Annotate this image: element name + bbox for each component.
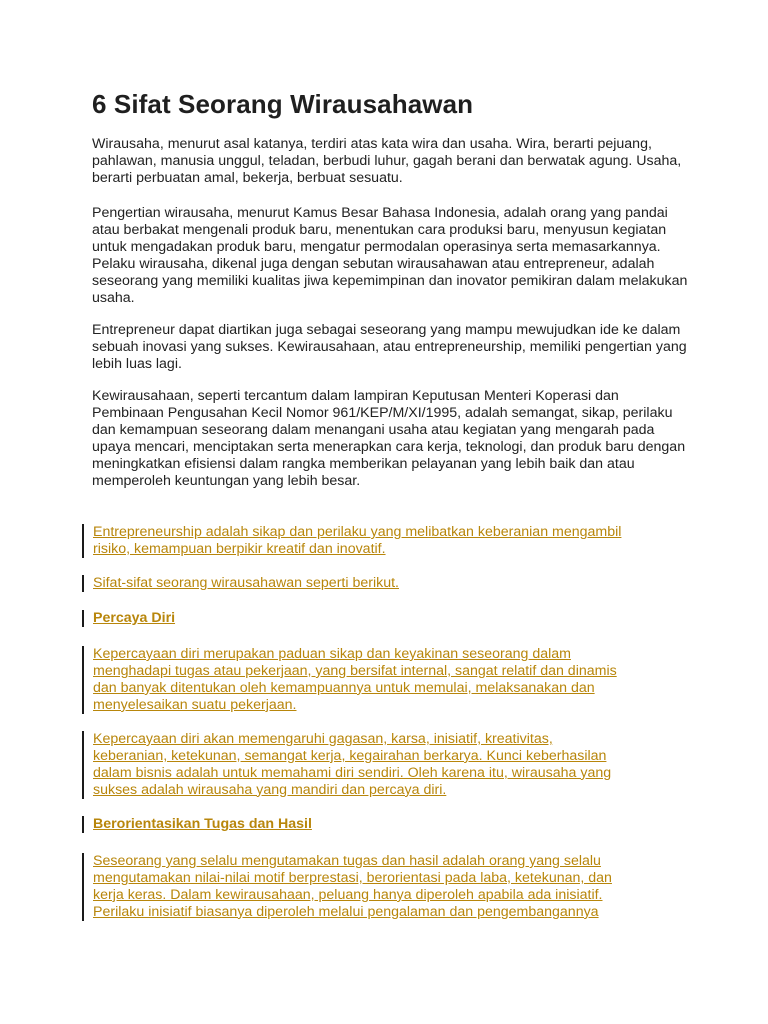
quote-block-tugas-hasil: [82, 853, 713, 921]
link-kepercayaan-diri-pengaruh[interactable]: Kepercayaan diri akan memengaruhi gagasan, karsa, inisiatif, kreativitas, keberanian, ketekunan, semangat kerja, kegairahan berkarya. Kunci keberhasilan dalam bisnis adalah untuk memahami diri sendiri. Oleh karena itu, wirausaha yang sukses adalah wirausaha yang mandiri dan percaya diri.: [93, 731, 612, 798]
quote-block-kepercayaan-diri: [82, 646, 713, 714]
page-title: 6 Sifat Seorang Wirausahawan: [92, 89, 474, 119]
link-sifat-wirausahawan[interactable]: Sifat-sifat seorang wirausahawan seperti berikut.: [93, 575, 399, 591]
quote-block-kepercayaan-diri-2: [82, 731, 713, 799]
paragraph-kbbi-definition: Pengertian wirausaha, menurut Kamus Besar Bahasa Indonesia, adalah orang yang pandai atau berbakat mengenali produk baru, menentukan cara produksi baru, menyusun kegiatan untuk mengadakan produk baru, mengatur permodalan operasinya serta memasarkannya. Pelaku wirausaha, dikenal juga dengan sebutan wirausahawan atau entrepreneur, adalah seseorang yang memiliki kualitas jiwa kepemimpinan dan inovator pemikiran dalam melakukan usaha.: [92, 205, 688, 306]
link-kepercayaan-diri[interactable]: Kepercayaan diri merupakan paduan sikap dan keyakinan seseorang dalam menghadapi tugas atau pekerjaan, yang bersifat internal, sangat relatif dan dinamis dan banyak ditentukan oleh kemampuannya untuk memulai, melaksanakan dan menyelesaikan suatu pekerjaan.: [93, 646, 617, 713]
paragraph-kewirausahaan: Kewirausahaan, seperti tercantum dalam lampiran Keputusan Menteri Koperasi dan Pembinaan Pengusahan Kecil Nomor 961/KEP/M/XI/1995, adalah semangat, sikap, perilaku dan kemampuan seseorang dalam menangani usaha atau kegiatan yang mengarah pada upaya mencari, menciptakan serta menerapkan cara kerja, teknologi, dan produk baru dengan meningkatkan efisiensi dalam rangka memberikan pelayanan yang lebih baik dan atau memperoleh keuntungan yang lebih besar.: [92, 388, 686, 489]
link-tugas-hasil[interactable]: Seseorang yang selalu mengutamakan tugas dan hasil adalah orang yang selalu mengutamakan nilai-nilai motif berprestasi, berorientasi pada laba, ketekunan, dan kerja keras. Dalam kewirausahaan, peluang hanya diperoleh apabila ada inisiatif. Perilaku inisiatif biasanya diperoleh melalui pengalaman dan pengembangannya: [93, 853, 612, 920]
link-entrepreneurship[interactable]: Entrepreneurship adalah sikap dan perilaku yang melibatkan keberanian mengambil risiko, kemampuan berpikir kreatif dan inovatif.: [93, 524, 622, 557]
quote-block-berorientasi-heading: [82, 816, 713, 833]
quote-block-sifat: [82, 575, 713, 592]
paragraph-wirausaha-definition: Wirausaha, menurut asal katanya, terdiri atas kata wira dan usaha. Wira, berarti pejuang, pahlawan, manusia unggul, teladan, berbudi luhur, gagah berani dan berwatak agung. Usaha, berarti perbuatan amal, bekerja, berbuat sesuatu.: [92, 136, 682, 186]
quote-block-entrepreneurship: [82, 524, 713, 558]
paragraph-entrepreneur: Entrepreneur dapat diartikan juga sebagai seseorang yang mampu mewujudkan ide ke dalam sebuah inovasi yang sukses. Kewirausahaan, atau entrepreneurship, memiliki pengertian yang lebih luas lagi.: [92, 322, 687, 372]
quote-block-percaya-diri-heading: [82, 610, 713, 627]
link-berorientasi-heading[interactable]: Berorientasikan Tugas dan Hasil: [93, 816, 312, 832]
link-percaya-diri-heading[interactable]: Percaya Diri: [93, 610, 176, 626]
